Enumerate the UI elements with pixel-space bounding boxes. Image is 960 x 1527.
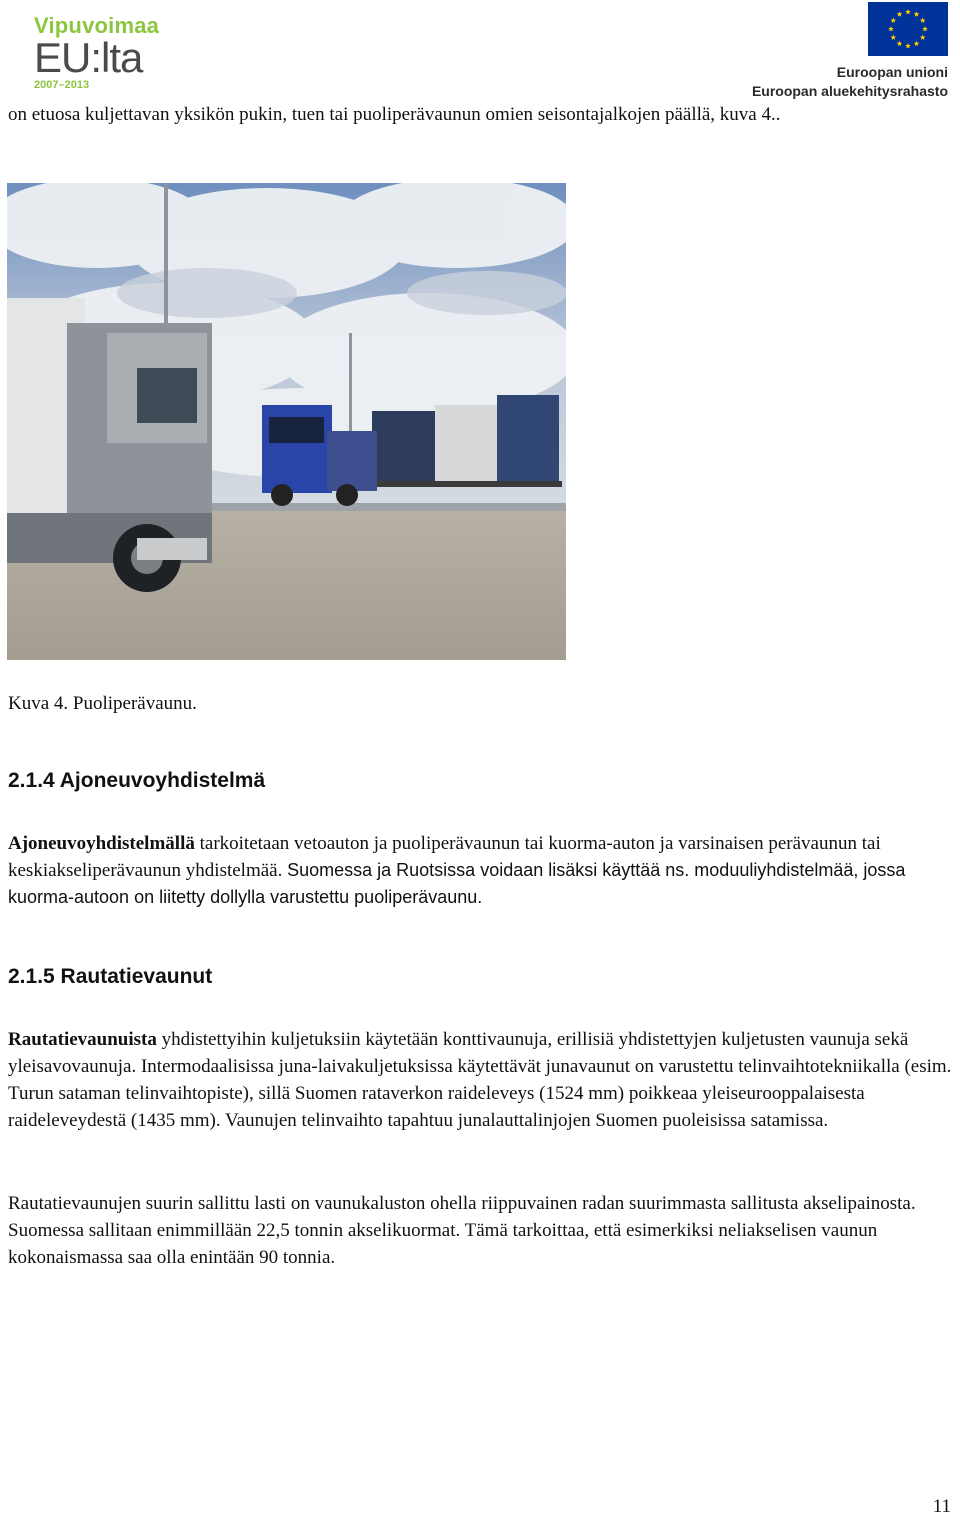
paragraph-text-sweden-finland: Suomessa ja Ruotsissa voidaan lisäksi käyttää ns. moduuliyhdistelmää, jossa kuorma-autoon on liitetty dollylla varustettu puoliperävaunu. (8, 860, 906, 907)
term-ajoneuvoyhdistelma: Ajoneuvoyhdistelmällä (8, 833, 195, 854)
paragraph-text: tarkoitetaan vetoauton ja puoliperävaunun tai kuorma-auton ja varsinaisen perävaunun tai keskiakseliperävaunun yhdistelmää. (8, 833, 881, 881)
section-paragraph-2-1-4 (8, 830, 958, 911)
semitrailer-photo (7, 183, 566, 660)
logo-eu-text: EU:lta (34, 34, 143, 81)
term-rautatievaunut: Rautatievaunuista (8, 1029, 157, 1050)
logo-brand-text: Vipuvoimaa (34, 13, 160, 38)
section-paragraph-2-1-5 (8, 1026, 960, 1134)
logo-years-text: 2007–2013 (34, 79, 90, 91)
section-paragraph-2-1-5-load: Rautatievaunujen suurin sallittu lasti on vaunukaluston ohella riippuvainen radan suurimmasta sallitusta akselipainosta. Suomessa sallitaan enimmillään 22,5 tonnin akselikuormat. Tämä tarkoittaa, että esimerkiksi neliakselisen vaunun kokonaismassa saa olla enintään 90 tonnia. (8, 1193, 916, 1268)
logo-eu-union-text: Euroopan unioni (836, 64, 948, 80)
logo-regional-fund-text: Euroopan aluekehitysrahasto (751, 83, 948, 99)
section-heading-2-1-4: 2.1.4 Ajoneuvoyhdistelmä (8, 769, 266, 792)
paragraph-text: yhdistettyihin kuljetuksiin käytetään konttivaunuja, erillisiä yhdistettyjen kuljetusten vaunuja sekä yleisavovaunuja. Intermodaalisissa juna-laivakuljetuksissa käytettävät junavaunut on varustettu telinvaihtotekniikalla (esim. Turun sataman telinvaihtopiste), sillä Suomen rataverkon raideleveys (1524 mm) poikkeaa yleiseurooppalaisesta raideleveydestä (1435 mm). Vaunujen telinvaihto tapahtuu junalauttalinjojen Suomen puoleisissa satamissa. (8, 1029, 952, 1131)
page-number: 11 (932, 1496, 951, 1517)
eu-flag-icon (868, 2, 948, 56)
intro-paragraph: on etuosa kuljettavan yksikön pukin, tuen tai puoliperävaunun omien seisontajalkojen päällä, kuva 4.. (8, 104, 781, 125)
figure-caption: Kuva 4. Puoliperävaunu. (8, 693, 197, 714)
section-heading-2-1-5: 2.1.5 Rautatievaunut (8, 965, 213, 988)
vipuvoimaa-eu-logo (34, 14, 234, 98)
eu-regional-fund-logo (740, 2, 952, 100)
